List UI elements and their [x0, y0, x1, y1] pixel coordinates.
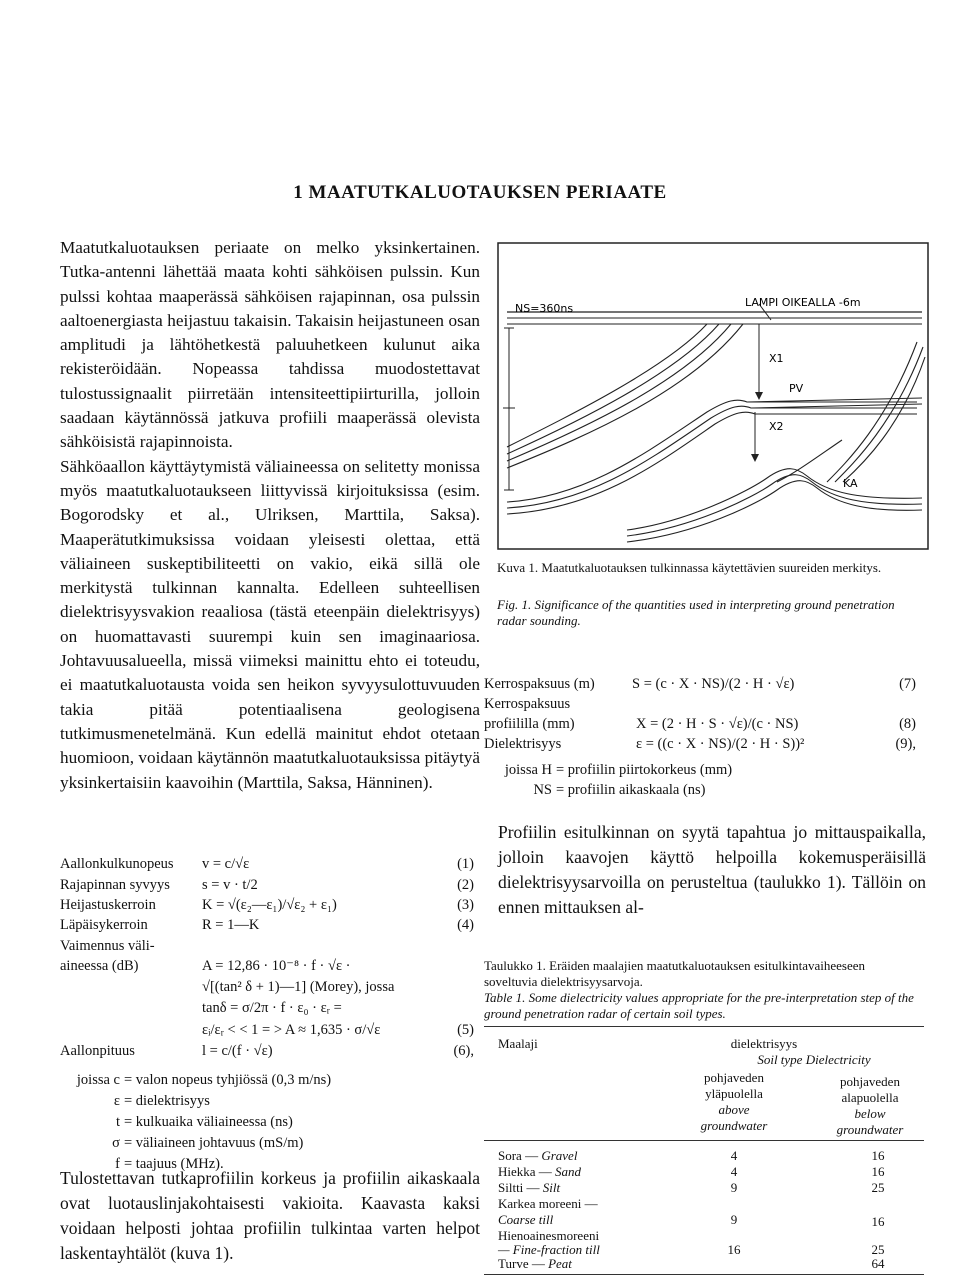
- figure-label-x2: X2: [769, 420, 784, 433]
- table-top-rule: [484, 1026, 924, 1027]
- table-cell-below: 25: [871, 1180, 885, 1195]
- table-cell-below: 16: [871, 1164, 885, 1179]
- equations-right: [484, 676, 916, 766]
- table-header-dielectricity: dielektrisyys: [730, 1036, 798, 1051]
- attenuation-row: [60, 1022, 474, 1042]
- table-cell-above: 4: [730, 1164, 738, 1179]
- equation-number: (7): [899, 676, 916, 692]
- attenuation-label-1: Vaimennus väli-: [60, 938, 155, 954]
- equation-number: (6),: [453, 1043, 474, 1059]
- table-row: Hiekka — Sand: [498, 1164, 582, 1179]
- figure-caption-fi: Kuva 1. Maatutkaluotauksen tulkinnassa käytettävien suureiden merkitys.: [497, 560, 882, 575]
- equation-formula: v = c/√ε: [202, 856, 250, 872]
- figure-label-lampi: LAMPI OIKEALLA -6m: [745, 296, 861, 309]
- equation-row: [60, 877, 474, 897]
- attenuation-formula-1: A = 12,86 · 10⁻⁸ · f · √ε ·: [202, 958, 351, 974]
- table-cell-above: 16: [727, 1242, 741, 1257]
- equation-row: [60, 917, 474, 937]
- equation-label: Aallonpituus: [60, 1043, 135, 1059]
- figure-frame: [498, 243, 928, 549]
- intro-paragraph-1: Maatutkaluotauksen periaate on melko yksinkertainen. Tutka-antenni lähettää maata kohti sähköisen pulssin. Kun pulssi kohtaa maaperässä sähköisen rajapinnan, osa pulssin aaltoenergiasta heijastuu takaisin. Takaisin heijastuneen osan amplitudi ja lähtöhetkestä paluuhetkeen kulunut aika rekisteröidään. Nopeassa tahdissa muodostettavat tulostussignaalit piirretään intensiteettipiirturilla, jolloin saadaan käytännössä jatkuva profiili maaperässä olevista sähköisistä rajapinnoista.: [60, 238, 480, 452]
- table-row: Siltti — Silt: [498, 1180, 561, 1195]
- equation-formula: l = c/(f · √ε): [202, 1043, 273, 1059]
- equation-formula: S = (c · X · NS)/(2 · H · √ε): [632, 676, 795, 692]
- table-header-rule: [484, 1140, 924, 1141]
- table-cell-below: 25: [871, 1242, 885, 1257]
- intro-text: [60, 236, 480, 795]
- right-paragraph: Profiilin esitulkinnan on syytä tapahtua jo mittauspaikalla, jolloin kaavojen käyttö helpoilla kokemusperäisillä dielektrisyysarvoilla on perusteltua (taulukko 1). Tällöin on ennen mittauksen al-: [498, 822, 926, 917]
- equation-label: Läpäisykerroin: [60, 917, 148, 933]
- table-cell-below: 16: [871, 1148, 885, 1163]
- radar-profile-diagram: [497, 242, 929, 550]
- col2-header-en-2: groundwater: [836, 1122, 904, 1137]
- symbol-row: joissa c = valon nopeus tyhjiössä (0,3 m/ns): [76, 1072, 332, 1088]
- symbol-row: joissa H = profiilin piirtokorkeus (mm): [504, 762, 733, 778]
- equation-number: (8): [899, 716, 916, 732]
- equation-label: Rajapinnan syvyys: [60, 877, 170, 893]
- table-caption-fi: Taulukko 1. Eräiden maalajien maatutkaluotauksen esitulkintavaiheeseen soveltuvia dielektrisyysarvoja.: [484, 958, 866, 989]
- figure-label-pv: PV: [789, 382, 804, 395]
- symbol-row: t = kulkuaika väliaineessa (ns): [115, 1114, 293, 1130]
- table-header-soil: Maalaji: [498, 1036, 538, 1051]
- col2-header-fi-1: pohjaveden: [840, 1074, 900, 1089]
- equation-formula: s = v · t/2: [202, 877, 258, 893]
- symbols-right: [484, 762, 916, 806]
- table-cell-below: 64: [871, 1256, 885, 1271]
- attenuation-row: [60, 958, 474, 978]
- col2-header-en-1: below: [854, 1106, 886, 1121]
- equation-number: (2): [457, 877, 474, 893]
- col1-header-en-2: groundwater: [700, 1118, 768, 1133]
- equation-label: Aallonkulkunopeus: [60, 856, 174, 872]
- equation-label: profiililla (mm): [484, 716, 575, 732]
- table-row: Turve — Peat: [498, 1256, 572, 1271]
- col2-header-fi-2: alapuolella: [841, 1090, 899, 1105]
- figure-1: [497, 242, 929, 550]
- figure-label-ka: KA: [843, 477, 858, 490]
- table-cell-above: 9: [730, 1180, 738, 1195]
- table-cell-below: 16: [871, 1214, 885, 1229]
- equation-formula: K = √(ε₂—ε₁)/√ε₂ + ε₁): [202, 897, 337, 913]
- dielectricity-table: [484, 1026, 924, 1276]
- equation-number: (5): [457, 1022, 474, 1038]
- equation-row: [60, 897, 474, 917]
- equation-row: [60, 856, 474, 876]
- page-title: 1 MAATUTKALUOTAUKSEN PERIAATE: [293, 182, 667, 203]
- attenuation-label-2: aineessa (dB): [60, 958, 139, 974]
- col1-header-en-1: above: [718, 1102, 750, 1117]
- attenuation-formula-3: tanδ = σ/2π · f · ε₀ · εᵣ =: [202, 1000, 342, 1016]
- table-header-en: Soil type Dielectricity: [757, 1052, 871, 1067]
- equation-formula: R = 1—K: [202, 917, 260, 933]
- equation-row: [484, 676, 916, 696]
- col1-header-fi-2: yläpuolella: [705, 1086, 763, 1101]
- equation-label: Kerrospaksuus: [484, 696, 571, 712]
- equations-left: [60, 850, 474, 1100]
- equation-row: [484, 716, 916, 736]
- equation-formula: ε = ((c · X · NS)/(2 · H · S))²: [636, 736, 805, 752]
- attenuation-formula-4: εᵢ/εᵣ < < 1 = > A ≈ 1,635 · σ/√ε: [202, 1022, 381, 1038]
- equation-label: Heijastuskerroin: [60, 897, 156, 913]
- equation-number: (4): [457, 917, 474, 933]
- equation-label: Kerrospaksuus (m): [484, 676, 595, 692]
- attenuation-row: [60, 979, 474, 999]
- figure-label-x1: X1: [769, 352, 784, 365]
- bottom-left-paragraph: Tulostettavan tutkaprofiilin korkeus ja profiilin aikaskaala ovat luotauslinjakohtaisesti vakioita. Kaavasta kaksi voidaan helposti johtaa profiilin tulkintaa varten helpot laskentayhtälöt (kuva 1).: [60, 1168, 480, 1263]
- attenuation-row: [60, 1000, 474, 1020]
- col1-header-fi-1: pohjaveden: [704, 1070, 764, 1085]
- table-cell-above: 9: [730, 1212, 738, 1227]
- table-row: Sora — Gravel: [498, 1148, 578, 1163]
- table-row-en: Coarse till: [498, 1212, 554, 1227]
- attenuation-formula-2: √[(tan² δ + 1)—1] (Morey), jossa: [202, 979, 395, 995]
- table-row: Karkea moreeni —: [498, 1196, 598, 1211]
- symbol-row: NS = profiilin aikaskaala (ns): [533, 782, 706, 798]
- equation-row: [484, 736, 916, 756]
- equation-row: [60, 1043, 474, 1063]
- equation-number: (9),: [895, 736, 916, 752]
- equation-formula: X = (2 · H · S · √ε)/(c · NS): [636, 716, 799, 732]
- symbol-row: σ = väliaineen johtavuus (mS/m): [112, 1135, 304, 1151]
- equation-row: [484, 696, 916, 716]
- equation-number: (1): [457, 856, 474, 872]
- table-row: Hienoainesmoreeni: [498, 1228, 600, 1243]
- equation-label: Dielektrisyys: [484, 736, 562, 752]
- table-cell-above: 4: [730, 1148, 738, 1163]
- intro-paragraph-2: Sähköaallon käyttäytymistä väliaineessa on selitetty monissa myös maatutkaluotaukseen liittyvissä kirjoituksissa (esim. Bogorodsky et al., Ulriksen, Marttila, Saksa). Maaperätutkimuksissa voidaan yleisesti olettaa, että väliaineen suskeptibiliteetti on vakio, eikä sillä ole merkitystä tulkinnan kannalta. Edelleen suhteellisen dielektrisyysvakion reaaliosa (tästä eteenpäin dielektrisyys) on huomattavasti suurempi kuin sen imaginaariosa. Johtavuusalueella, missä viimeksi mainittu ehto ei toteudu, ei maatutkaluotausta voida sen heikon syvyysulottuvuuden takia pitää potentiaalisena geologisena tutkimusmenetelmänä. Kun edellä mainitut ehdot otetaan huomioon, voidaan käytännön maatutkaluotauksissa pitäytyä yksinkertaisiin kaavoihin (Marttila, Saksa, Hänninen).: [60, 456, 480, 792]
- equation-number: (3): [457, 897, 474, 913]
- table-bottom-rule: [484, 1274, 924, 1275]
- table-caption-en: Table 1. Some dielectricity values appropriate for the pre-interpretation step of the ground penetration radar of certain soil types.: [484, 990, 914, 1021]
- table-row-en: — Fine-fraction till: [498, 1242, 600, 1257]
- figure-caption-en: Fig. 1. Significance of the quantities used in interpreting ground penetration radar sounding.: [497, 597, 895, 628]
- figure-label-ns: NS=360ns: [515, 302, 574, 315]
- symbol-row: ε = dielektrisyys: [113, 1093, 210, 1109]
- symbol-row: f = taajuus (MHz).: [115, 1156, 224, 1172]
